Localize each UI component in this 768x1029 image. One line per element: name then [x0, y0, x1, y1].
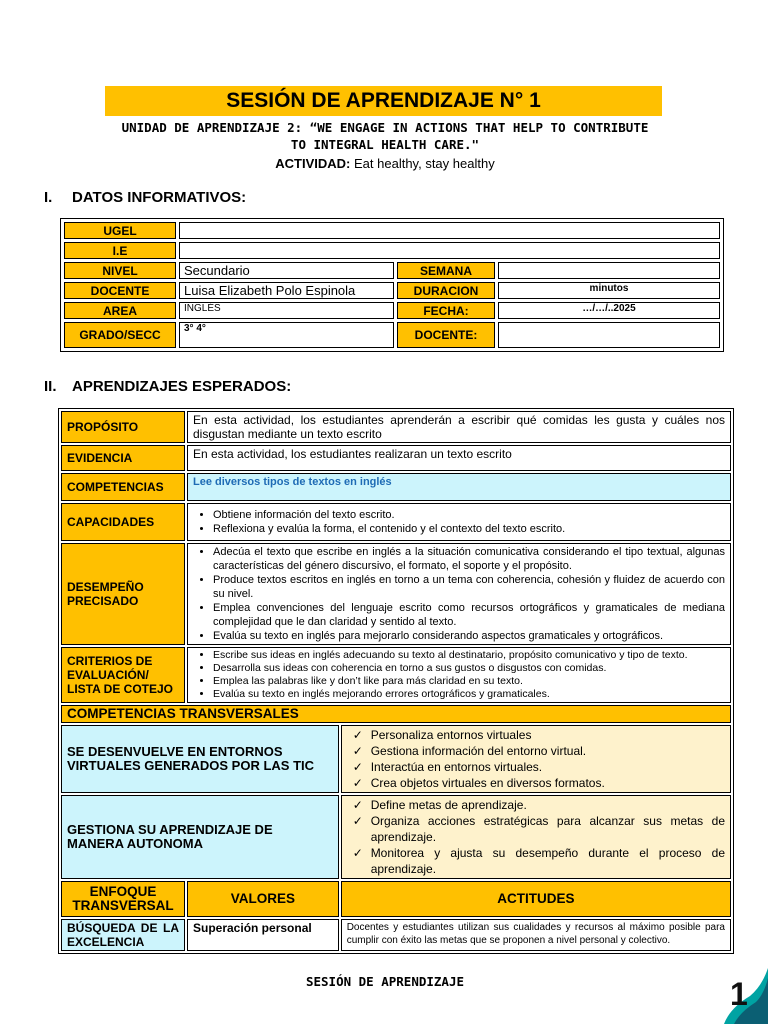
ie-value	[179, 242, 720, 259]
valores-value: Superación personal	[187, 919, 339, 951]
section-1-number: I.	[44, 189, 53, 206]
capacidades-cell	[187, 503, 731, 541]
ugel-label: UGEL	[64, 222, 176, 239]
proposito-value: En esta actividad, los estudiantes aprenderán a escribir qué comidas les gusta y cuáles nos disgustan mediante un texto escrito	[187, 411, 731, 443]
table-row	[64, 242, 720, 259]
proposito-label: PROPÓSITO	[61, 411, 185, 443]
list-item: • Emplea las palabras like y don’t like para más claridad en su texto.	[213, 675, 725, 688]
table-row	[61, 445, 731, 471]
section-2-number: II.	[44, 378, 57, 395]
check-icon: ✓	[352, 744, 363, 758]
list-item: ✓ Interactúa en entornos virtuales.	[352, 760, 543, 774]
list-item: • Escribe sus ideas en inglés adecuando su texto al destinatario, propósito comunicativo y tipo de texto.	[213, 649, 725, 662]
table-row	[64, 282, 720, 299]
criterios-label-line3: LISTA DE COTEJO	[67, 682, 174, 696]
criterios-cell	[187, 647, 731, 703]
list-item: ✓ Organiza acciones estratégicas para alcanzar sus metas de aprendizaje.	[352, 814, 725, 844]
check-icon: ✓	[352, 814, 363, 828]
capacidades-label: CAPACIDADES	[61, 503, 185, 541]
nivel-value: Secundario	[179, 262, 394, 279]
page-title: SESIÓN DE APRENDIZAJE N° 1	[105, 86, 662, 116]
check-icon: ✓	[352, 798, 363, 812]
table-row	[64, 302, 720, 319]
enfoque-header: ENFOQUE TRANSVERSAL	[61, 881, 185, 917]
desempeno-list	[193, 545, 725, 643]
table-row	[64, 262, 720, 279]
desempeno-label-line1: DESEMPEÑO	[67, 580, 144, 594]
tic-competence: SE DESENVUELVE EN ENTORNOS VIRTUALES GENERADOS POR LAS TIC	[61, 725, 339, 793]
list-item: • Evalúa su texto en inglés mejorando errores ortográficos y gramaticales.	[213, 688, 725, 701]
grado-label: GRADO/SECC	[64, 322, 176, 348]
actitudes-header: ACTITUDES	[341, 881, 731, 917]
docente2-value	[498, 322, 720, 348]
criterios-label	[61, 647, 185, 703]
section-1-heading: DATOS INFORMATIVOS:	[72, 189, 247, 206]
actitudes-value: Docentes y estudiantes utilizan sus cualidades y recursos al máximo posible para cumplir con éxito las metas que se proponen a nivel personal y colectivo.	[341, 919, 731, 951]
activity-value: Eat healthy, stay healthy	[354, 156, 495, 171]
datos-informativos-table	[60, 218, 724, 352]
area-value: INGLÉS	[179, 302, 394, 319]
ugel-value	[179, 222, 720, 239]
tic-list	[347, 727, 725, 791]
list-item: • Produce textos escritos en inglés en torno a un tema con coherencia, cohesión y fluidez de acuerdo con su nivel.	[213, 573, 725, 601]
list-item: • Desarrolla sus ideas con coherencia en torno a sus gustos o disgustos con comidas.	[213, 662, 725, 675]
list-item: • Adecúa el texto que escribe en inglés a la situación comunicativa considerando el tipo textual, algunas características del género discursivo, el formato, el soporte y el propósito.	[213, 545, 725, 573]
table-row	[64, 322, 720, 348]
unit-title-line2: TO INTEGRAL HEALTH CARE."	[290, 137, 480, 152]
duracion-value: minutos	[498, 282, 720, 299]
list-item: • Evalúa su texto en inglés para mejorarlo considerando aspectos gramaticales y ortográficos.	[213, 629, 725, 643]
table-row	[61, 919, 731, 951]
table-row	[61, 411, 731, 443]
evidencia-value: En esta actividad, los estudiantes realizaran un texto escrito	[187, 445, 731, 471]
table-row	[61, 647, 731, 703]
nivel-label: NIVEL	[64, 262, 176, 279]
desempeno-cell	[187, 543, 731, 645]
list-item: • Emplea convenciones del lenguaje escrito como recursos ortográficos y gramaticales de mediana complejidad que le dan claridad y sentido al texto.	[213, 601, 725, 629]
check-icon: ✓	[352, 728, 363, 742]
docente-value: Luisa Elizabeth Polo Espinola	[179, 282, 394, 299]
criterios-list	[193, 649, 725, 701]
section-2-heading: APRENDIZAJES ESPERADOS:	[72, 378, 292, 395]
check-icon: ✓	[352, 776, 363, 790]
tic-cell	[341, 725, 731, 793]
gestiona-competence: GESTIONA SU APRENDIZAJE DE MANERA AUTONOMA	[61, 795, 339, 879]
docente-label: DOCENTE	[64, 282, 176, 299]
table-row	[61, 705, 731, 723]
gestiona-list	[347, 797, 725, 877]
check-icon: ✓	[352, 760, 363, 774]
aprendizajes-table	[58, 408, 734, 954]
list-item: ✓ Monitorea y ajusta su desempeño durante el proceso de aprendizaje.	[352, 846, 725, 876]
semana-label: SEMANA	[397, 262, 495, 279]
list-item: ✓ Personaliza entornos virtuales	[352, 728, 532, 742]
grado-value: 3° 4°	[179, 322, 394, 348]
check-icon: ✓	[352, 846, 363, 860]
docente2-label: DOCENTE:	[397, 322, 495, 348]
table-row	[61, 881, 731, 917]
table-row	[61, 725, 731, 793]
valores-header: VALORES	[187, 881, 339, 917]
desempeno-label-line2: PRECISADO	[67, 594, 139, 608]
unit-title	[80, 119, 690, 153]
fecha-label: FECHA:	[397, 302, 495, 319]
page-number-corner	[720, 968, 768, 1024]
semana-value	[498, 262, 720, 279]
criterios-label-line2: EVALUACIÓN/	[67, 668, 149, 682]
competencias-label: COMPETENCIAS	[61, 473, 185, 501]
evidencia-label: EVIDENCIA	[61, 445, 185, 471]
unit-title-line1: UNIDAD DE APRENDIZAJE 2: “WE ENGAGE IN ACTIONS THAT HELP TO CONTRIBUTE	[121, 120, 649, 135]
area-label: AREA	[64, 302, 176, 319]
list-item: ✓ Crea objetos virtuales en diversos formatos.	[352, 776, 605, 790]
duracion-label: DURACION	[397, 282, 495, 299]
page-number: 1	[730, 976, 748, 1012]
list-item: • Obtiene información del texto escrito.	[213, 508, 725, 522]
criterios-label-line1: CRITERIOS DE	[67, 654, 153, 668]
list-item: • Reflexiona y evalúa la forma, el contenido y el contexto del texto escrito.	[213, 522, 725, 536]
table-row	[61, 795, 731, 879]
transversales-heading: COMPETENCIAS TRANSVERSALES	[61, 705, 731, 723]
ie-label: I.E	[64, 242, 176, 259]
table-row	[61, 543, 731, 645]
table-row	[61, 503, 731, 541]
fecha-value: …/…/..2025	[498, 302, 720, 319]
list-item: ✓ Define metas de aprendizaje.	[352, 798, 527, 812]
capacidades-list	[193, 508, 725, 536]
competencias-value: Lee diversos tipos de textos en inglés	[187, 473, 731, 501]
gestiona-cell	[341, 795, 731, 879]
table-row	[61, 473, 731, 501]
activity-line	[80, 156, 690, 171]
list-item: ✓ Gestiona información del entorno virtual.	[352, 744, 587, 758]
enfoque-value: BÚSQUEDA DE LA EXCELENCIA	[61, 919, 185, 951]
activity-label: ACTIVIDAD:	[275, 156, 351, 171]
desempeno-label	[61, 543, 185, 645]
footer-title: SESIÓN DE APRENDIZAJE	[305, 974, 465, 989]
table-row	[64, 222, 720, 239]
